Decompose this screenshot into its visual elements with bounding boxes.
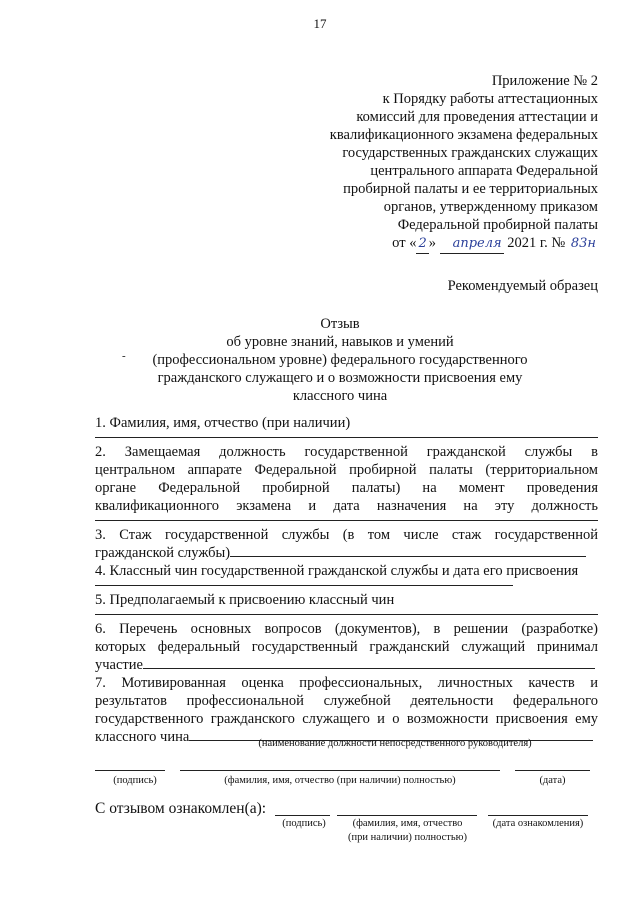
item-2-line: центральном аппарате Федеральной пробирной палаты (территориальном [95, 462, 598, 478]
item-5-label: 5. Предполагаемый к присвоению классный чин [95, 592, 395, 608]
title-line: классного чина [292, 388, 388, 404]
item-7-line: результатов профессиональной служебной деятельности федерального [95, 693, 598, 709]
item-6-line: 6. Перечень основных вопросов (документов), в решении (разработке) [95, 621, 598, 637]
title-line: (профессиональном уровне) федерального государственного [152, 352, 528, 368]
item-3-line: 3. Стаж государственной службы (в том числе стаж государственной [95, 527, 598, 543]
appendix-line: органов, утвержденному приказом [383, 199, 598, 215]
item-4-fill-line [95, 585, 513, 586]
date-acquaint-line [488, 815, 588, 816]
full-name2-caption-line1: (фамилия, имя, отчество [352, 818, 463, 829]
item-7-line: 7. Мотивированная оценка профессиональных, личностных качеств и [95, 675, 598, 691]
appendix-line: центрального аппарата Федеральной [370, 163, 598, 179]
item-2-line: 2. Замещаемая должность государственной гражданской службы в [95, 444, 598, 460]
appendix-line: квалификационного экзамена федеральных [329, 127, 598, 143]
margin-mark: - [122, 350, 126, 362]
item-6-line: которых федеральный государственный гражданский служащий принимал [95, 639, 598, 655]
appendix-line: комиссий для проведения аттестации и [356, 109, 598, 125]
item-2-line: органе Федеральной пробирной палаты) на момент проведения [95, 480, 598, 496]
item-4-label: 4. Классный чин государственной гражданской службы и дата его присвоения [95, 563, 579, 579]
item-6-line-3: участие [95, 656, 598, 674]
appendix-line: Федеральной пробирной палаты [397, 217, 598, 233]
appendix-line: к Порядку работы аттестационных [382, 91, 598, 107]
title-line: гражданского служащего и о возможности присвоения ему [157, 370, 523, 386]
date-acquaint-caption: (дата ознакомления) [492, 818, 584, 829]
signature2-caption: (подпись) [282, 818, 326, 829]
item-2-fill-line [95, 520, 598, 521]
full-name2-caption-line2: (при наличии) полностью) [348, 832, 467, 843]
head-position-caption: (наименование должности непосредственного руководителя) [258, 738, 532, 749]
signature2-line [275, 815, 330, 816]
full-name-line [180, 770, 500, 771]
item-7-line-4: классного чина [95, 728, 598, 746]
date-caption: (дата) [539, 775, 566, 786]
item-3-line-2: гражданской службы) [95, 544, 598, 562]
item-3-fill-line [230, 544, 586, 557]
item-1-fill-line [95, 437, 598, 438]
sample-label: Рекомендуемый образец [447, 278, 598, 294]
handwritten-day: 2 [416, 235, 428, 254]
page-number: 17 [313, 16, 327, 31]
item-1-label: 1. Фамилия, имя, отчество (при наличии) [95, 415, 351, 431]
title-line: об уровне знаний, навыков и умений [226, 334, 454, 350]
full-name2-line [337, 815, 477, 816]
signature-caption: (подпись) [113, 775, 157, 786]
item-5-fill-line [95, 614, 598, 615]
date-line [515, 770, 590, 771]
appendix-header [330, 72, 598, 254]
document-title [90, 315, 590, 405]
signature-line [95, 770, 165, 771]
item-6-fill-line [143, 656, 595, 669]
full-name-caption: (фамилия, имя, отчество (при наличии) полностью) [224, 775, 456, 786]
appendix-line: пробирной палаты и ее территориальных [343, 181, 598, 197]
acquainted-label: С отзывом ознакомлен(а): [95, 800, 267, 817]
handwritten-number: 83н [570, 236, 596, 251]
item-2-line: квалификационного экзамена и дата назначения на эту должность [95, 498, 598, 514]
item-7-line: государственного гражданского служащего и о возможности присвоения ему [95, 711, 598, 727]
appendix-line: государственных гражданских служащих [342, 145, 598, 161]
order-date-line: от « 2 » апреля 2021 г. № 83н [330, 234, 598, 254]
handwritten-month: апреля [440, 235, 504, 254]
title-line: Отзыв [320, 316, 360, 332]
appendix-line: Приложение № 2 [491, 73, 598, 89]
